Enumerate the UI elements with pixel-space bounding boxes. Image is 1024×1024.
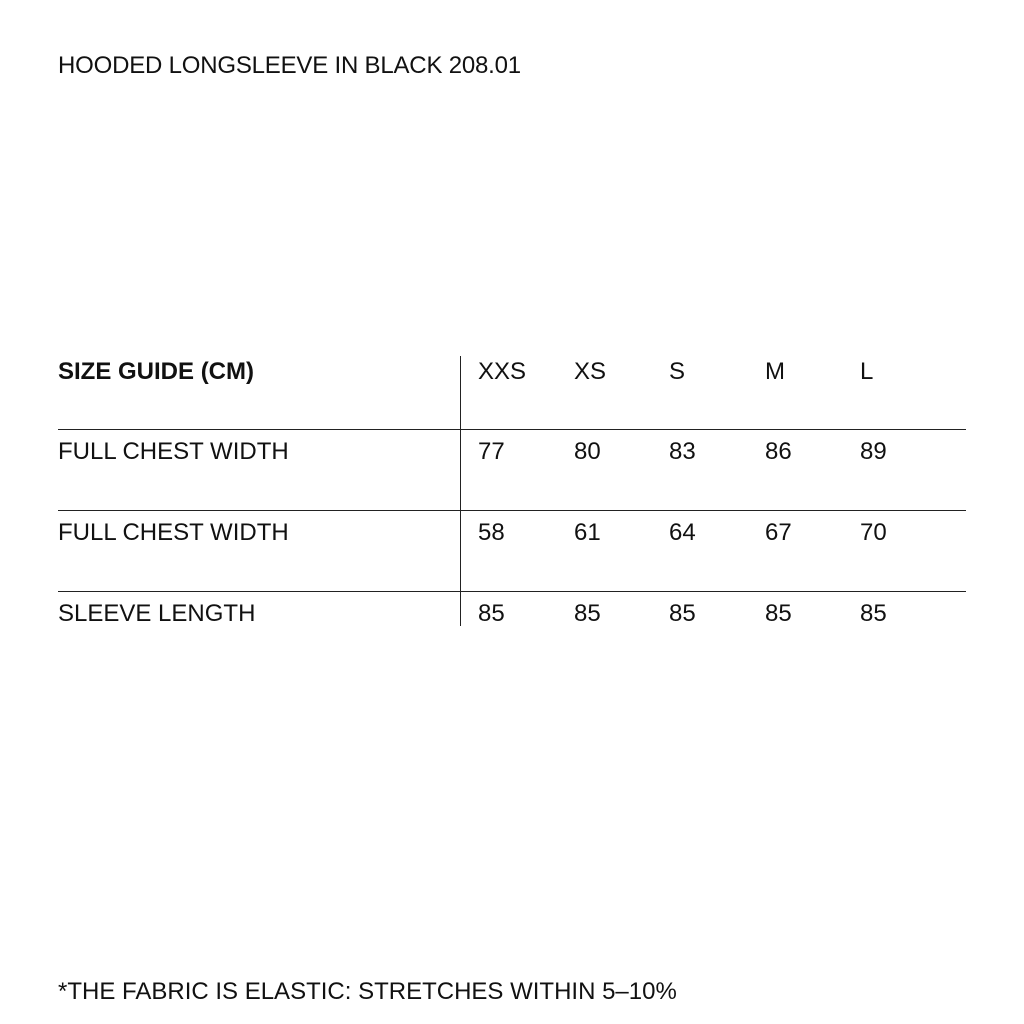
row-label: FULL CHEST WIDTH (58, 438, 289, 465)
row-label: SLEEVE LENGTH (58, 600, 256, 627)
row-label: FULL CHEST WIDTH (58, 519, 289, 546)
table-cell: 85 (478, 600, 505, 627)
table-cell: 85 (860, 600, 887, 627)
table-cell: 85 (574, 600, 601, 627)
fabric-footnote: *THE FABRIC IS ELASTIC: STRETCHES WITHIN 5–10% (58, 978, 677, 1005)
size-header-l: L (860, 358, 874, 385)
table-cell: 67 (765, 519, 792, 546)
table-cell: 85 (765, 600, 792, 627)
size-header-s: S (669, 358, 686, 385)
size-header-m: M (765, 358, 785, 385)
table-cell: 85 (669, 600, 696, 627)
table-cell: 64 (669, 519, 696, 546)
size-guide-table (58, 356, 966, 672)
size-header-xs: XS (574, 358, 607, 385)
size-guide-heading: SIZE GUIDE (CM) (58, 358, 254, 385)
table-cell: 58 (478, 519, 505, 546)
table-row (58, 511, 966, 592)
table-cell: 61 (574, 519, 601, 546)
table-cell: 70 (860, 519, 887, 546)
table-cell: 83 (669, 438, 696, 465)
table-cell: 77 (478, 438, 505, 465)
table-cell: 89 (860, 438, 887, 465)
table-cell: 80 (574, 438, 601, 465)
product-title: HOODED LONGSLEEVE IN BLACK 208.01 (58, 52, 521, 79)
size-header-xxs: XXS (478, 358, 527, 385)
table-row (58, 430, 966, 511)
table-row (58, 592, 966, 672)
table-header-row (58, 356, 966, 430)
table-cell: 86 (765, 438, 792, 465)
